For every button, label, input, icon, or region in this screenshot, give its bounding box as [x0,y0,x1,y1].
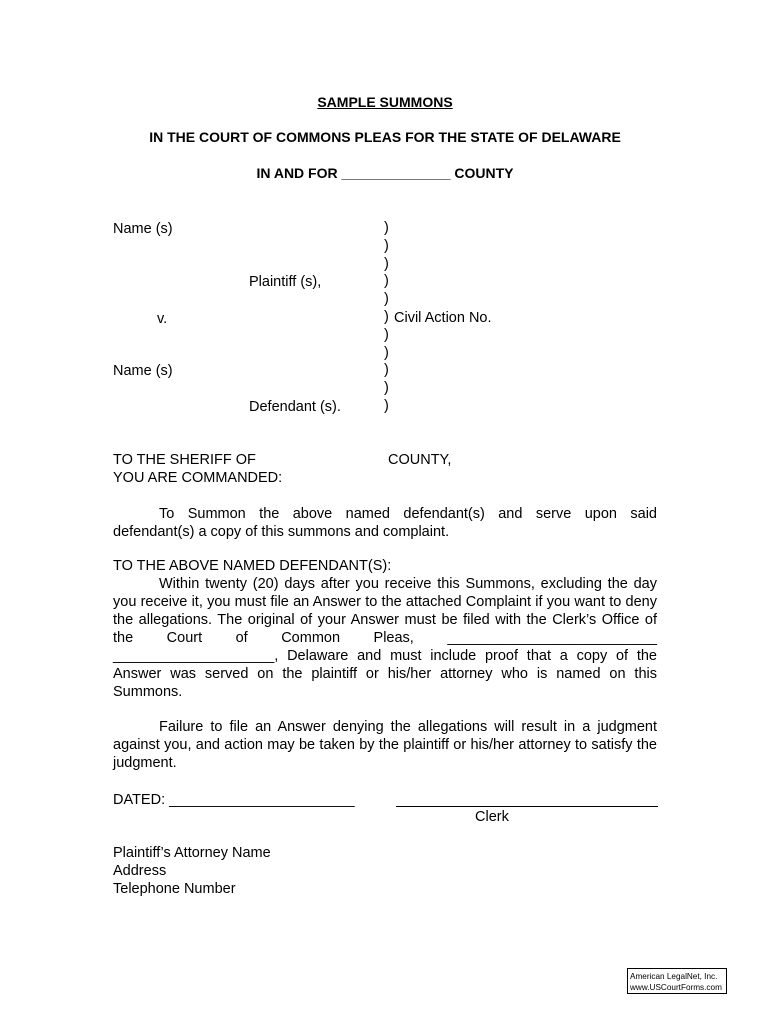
caption-paren-column [384,220,389,416]
caption-paren: ) [384,362,389,379]
defendant-name-label: Name (s) [113,363,173,379]
answer-section [113,557,657,701]
caption-paren: ) [384,255,389,272]
dated-line: DATED: _______________________ [113,792,355,808]
answer-text: Within twenty (20) days after you receive this Summons, excluding the day you receive it, you must file an Answer to the attached Complaint if you want to deny the allegations. The original of your Answer must be filed with the Clerk’s Office of the Court of Common Pleas, __________________________ ____________________, Delaware and must include proof that a copy of the Answer was served on the plaintiff or his/her attorney who is named on this Summons. [113,576,657,700]
clerk-label: Clerk [475,809,509,825]
attorney-name: Plaintiff’s Attorney Name [113,845,271,861]
footer-website: www.USCourtForms.com [630,983,722,992]
footer-company: American LegalNet, Inc. [630,972,718,981]
failure-paragraph [113,718,657,772]
document-title: SAMPLE SUMMONS [317,94,453,110]
publisher-footer [627,968,727,994]
attorney-address: Address [113,863,167,879]
county-heading: IN AND FOR ______________ COUNTY [256,165,514,181]
caption-paren: ) [384,344,389,361]
plaintiff-role-label: Plaintiff (s), [249,274,322,290]
plaintiff-name-label: Name (s) [113,221,173,237]
court-heading: IN THE COURT OF COMMONS PLEAS FOR THE STATE OF DELAWARE [149,129,621,145]
caption-paren: ) [384,291,389,308]
summon-paragraph [113,505,657,541]
caption-paren: ) [384,220,389,236]
caption-paren: ) [384,273,389,290]
caption-paren: ) [384,380,389,397]
caption-paren: ) [384,326,389,343]
caption-paren: ) [384,397,389,414]
caption-paren: ) [384,308,389,325]
versus-label: v. [157,311,168,327]
summon-text: To Summon the above named defendant(s) and serve upon said defendant(s) a copy of this summons and complaint. [113,506,657,540]
sheriff-line: TO THE SHERIFF OF [113,452,256,468]
attorney-phone: Telephone Number [113,881,236,897]
failure-text: Failure to file an Answer denying the allegations will result in a judgment against you, and action may be taken by the plaintiff or his/her attorney to satisfy the judgment. [113,719,657,771]
sheriff-county: COUNTY, [388,452,452,468]
caption-paren: ) [384,237,389,254]
clerk-signature-line [396,806,658,807]
defendants-heading: TO THE ABOVE NAMED DEFENDANT(S): [113,558,392,574]
defendant-role-label: Defendant (s). [249,399,341,415]
civil-action-label: Civil Action No. [394,310,492,326]
commanded-line: YOU ARE COMMANDED: [113,470,283,486]
